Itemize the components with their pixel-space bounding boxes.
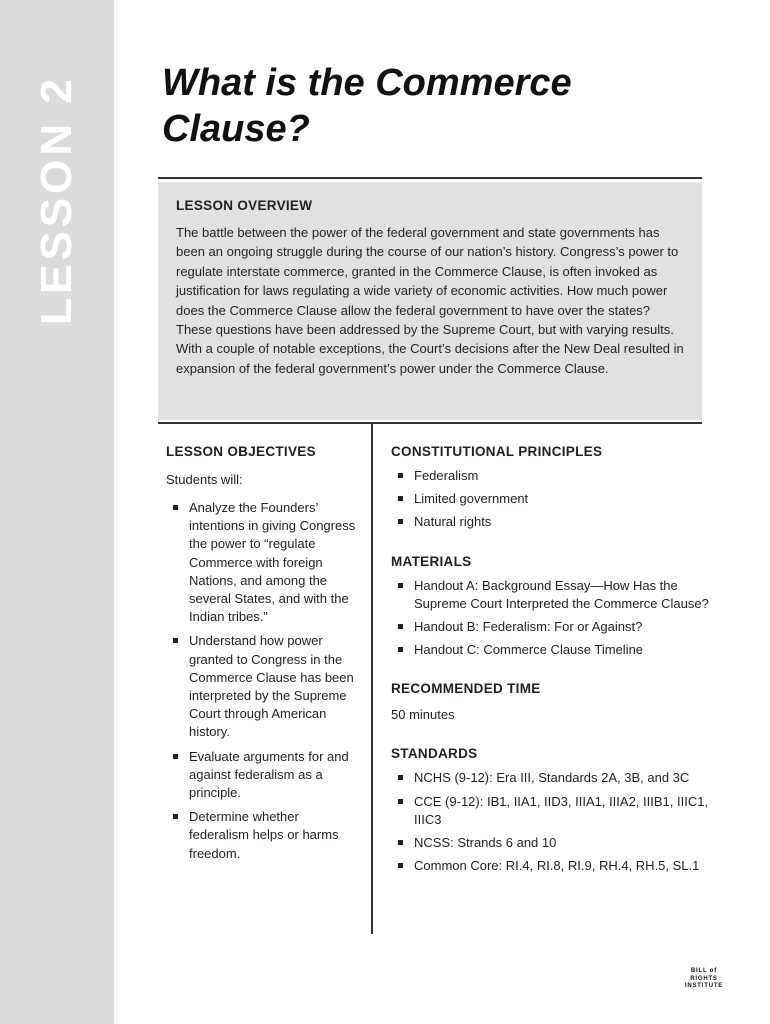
principles-list: [391, 467, 711, 532]
top-divider: [158, 177, 702, 179]
bullet-icon: [398, 624, 403, 629]
list-item: [391, 793, 711, 829]
principles-heading: CONSTITUTIONAL PRINCIPLES: [391, 444, 603, 459]
bill-of-rights-logo: [682, 968, 726, 991]
bullet-icon: [398, 647, 403, 652]
list-item: [166, 499, 358, 626]
lesson-number-label: LESSON 2: [32, 75, 81, 325]
objectives-column: [166, 444, 358, 869]
overview-text: The battle between the power of the federal government and state governments has been an ongoing struggle during the course of our nation’s history. Congress’s power to regulate interstate commerce, granted in the Commerce Clause, is often invoked as justification for laws regulating a wide variety of economic activities. How much power does the Commerce Clause allow the federal government to have over the states? These questions have been addressed by the Supreme Court, but with varying results. With a couple of notable exceptions, the Court’s decisions after the New Deal resulted in expansion of the federal government’s power under the Commerce Clause.: [176, 225, 684, 376]
list-item: [391, 769, 711, 787]
page-title: What is the Commerce Clause?: [162, 62, 572, 150]
list-item: [391, 490, 711, 508]
objectives-intro: Students will:: [166, 472, 243, 487]
logo-line-2: INSTITUTE: [684, 983, 724, 989]
material-text: Handout C: Commerce Clause Timeline: [414, 642, 644, 658]
lesson-overview-box: [158, 182, 702, 420]
overview-bottom-divider: [158, 422, 702, 424]
principle-text: Limited government: [414, 491, 529, 507]
materials-heading: MATERIALS: [391, 553, 472, 569]
list-item: [166, 748, 358, 803]
overview-heading: LESSON OVERVIEW: [176, 198, 313, 213]
bullet-icon: [173, 754, 178, 759]
bullet-icon: [398, 799, 403, 804]
objective-text: Determine whether federalism helps or harms freedom.: [189, 809, 339, 861]
list-item: [391, 618, 711, 636]
principle-text: Natural rights: [414, 514, 492, 530]
column-divider: [371, 424, 373, 934]
bullet-icon: [173, 505, 178, 510]
list-item: [391, 834, 711, 852]
standard-text: NCSS: Strands 6 and 10: [414, 835, 557, 851]
bullet-icon: [398, 473, 403, 478]
bullet-icon: [398, 775, 403, 780]
bullet-icon: [398, 583, 403, 588]
objective-text: Understand how power granted to Congress in the Commerce Clause has been interpreted by the Supreme Court through American history.: [189, 633, 354, 740]
sidebar: [0, 0, 114, 1024]
material-text: Handout A: Background Essay—How Has the Supreme Court Interpreted the Commerce Clause?: [414, 577, 709, 611]
objective-text: Evaluate arguments for and against federalism as a principle.: [189, 748, 349, 801]
list-item: [391, 467, 711, 485]
bullet-icon: [398, 496, 403, 501]
bullet-icon: [398, 863, 403, 868]
bullet-icon: [173, 814, 178, 819]
time-value: 50 minutes: [391, 707, 455, 723]
list-item: [391, 857, 711, 875]
standards-list: [391, 769, 711, 875]
principle-text: Federalism: [414, 468, 479, 483]
bullet-icon: [173, 638, 178, 643]
objective-text: Analyze the Founders’ intentions in giving Congress the power to “regulate Commerce with foreign Nations, and among the several States, and with the Indian tribes.”: [189, 500, 356, 625]
logo-line-1: BILL of RIGHTS: [690, 968, 718, 982]
materials-list: [391, 577, 711, 660]
bullet-icon: [398, 840, 403, 845]
objectives-list: [166, 499, 358, 863]
standard-text: Common Core: RI.4, RI.8, RI.9, RH.4, RH.5, SL.1: [414, 858, 700, 874]
standard-text: NCHS (9-12): Era III, Standards 2A, 3B, and 3C: [414, 770, 690, 786]
list-item: [166, 808, 358, 863]
list-item: [391, 513, 711, 531]
standards-heading: STANDARDS: [391, 746, 478, 762]
details-column: [391, 444, 711, 880]
bullet-icon: [398, 519, 403, 524]
list-item: [166, 632, 358, 741]
material-text: Handout B: Federalism: For or Against?: [414, 619, 643, 635]
list-item: [391, 641, 711, 659]
list-item: [391, 577, 711, 613]
objectives-heading: LESSON OBJECTIVES: [166, 444, 316, 459]
time-heading: RECOMMENDED TIME: [391, 681, 541, 697]
standard-text: CCE (9-12): IB1, IIA1, IID3, IIIA1, IIIA2, IIIB1, IIIC1, IIIC3: [414, 793, 709, 827]
